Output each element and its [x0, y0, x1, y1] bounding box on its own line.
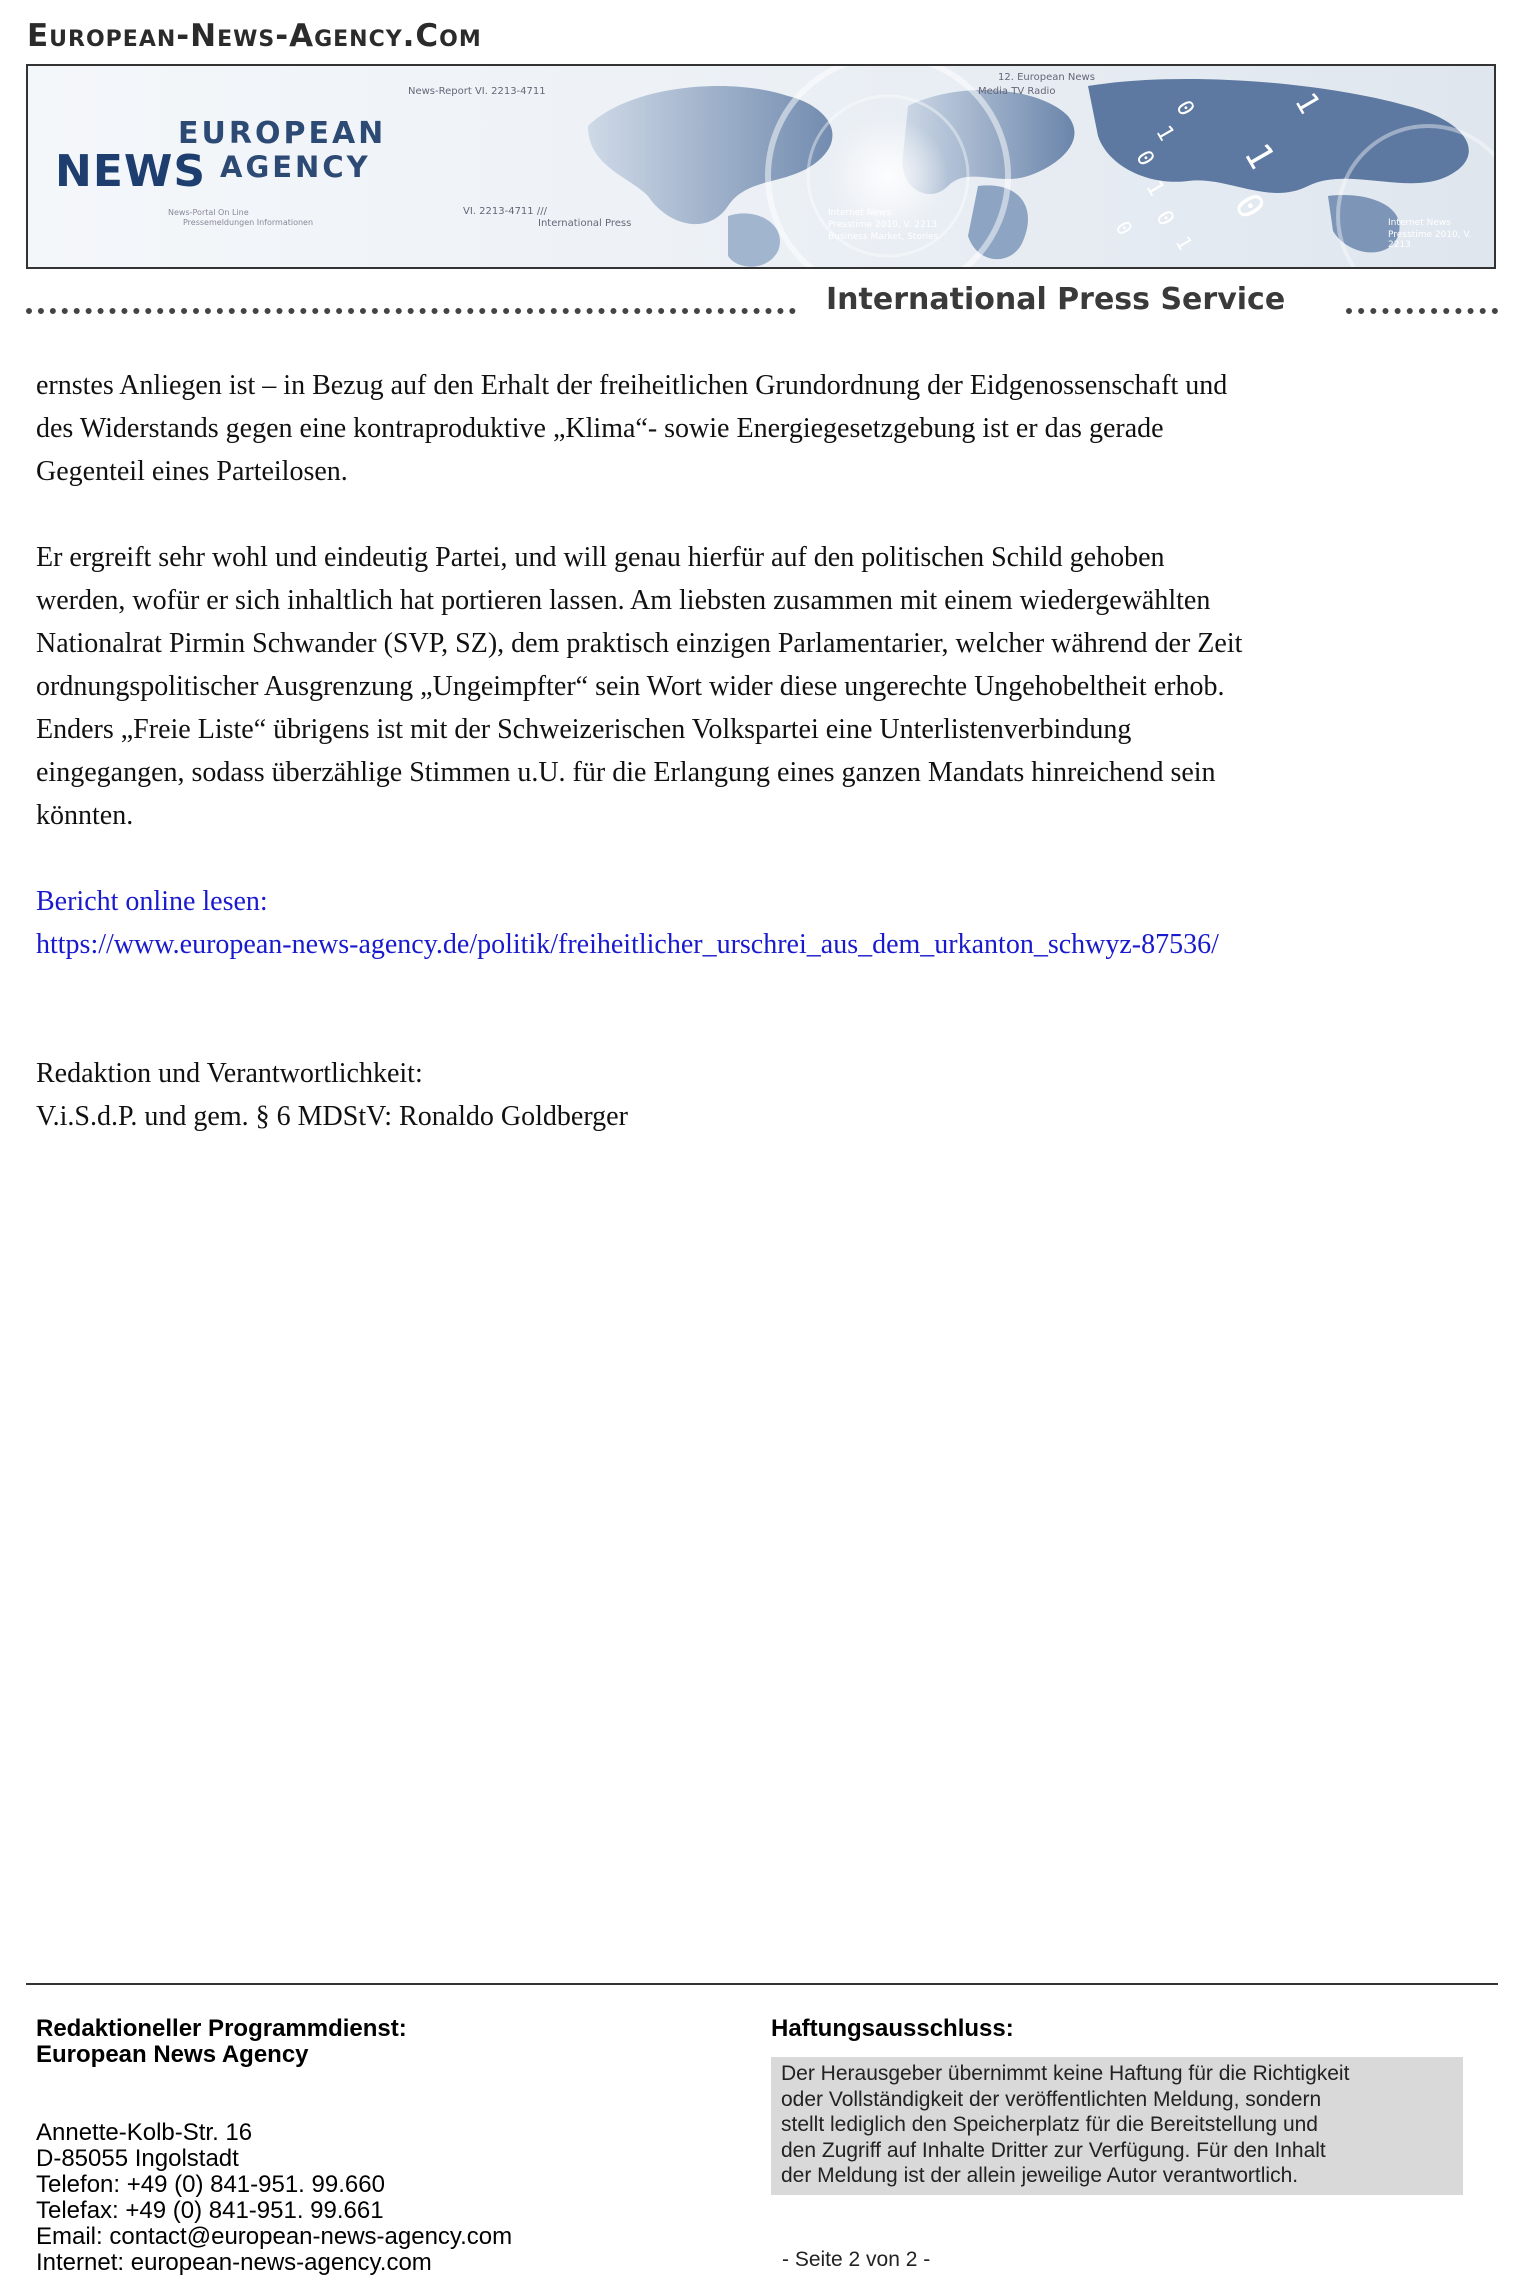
article-body	[36, 364, 1486, 1138]
paragraph-line: Enders „Freie Liste“ übrigens ist mit der Schweizerischen Volkspartei eine Unterlistenverbindung	[36, 714, 1132, 745]
report-link-block	[36, 880, 1486, 966]
binary-digit: 1	[1287, 86, 1327, 121]
paragraph-line: Er ergreift sehr wohl und eindeutig Partei, und will genau hierfür auf den politischen Schild gehoben	[36, 542, 1165, 573]
banner-label: 12. European News	[998, 72, 1095, 83]
paragraph-line: des Widerstands gegen eine kontraproduktive „Klima“- sowie Energiegesetzgebung ist er das gerade	[36, 413, 1164, 444]
page-indicator: - Seite 2 von 2 -	[782, 2248, 931, 2271]
banner-label: News-Portal On Line	[168, 208, 249, 217]
responsibility-text: V.i.S.d.P. und gem. § 6 MDStV: Ronaldo Goldberger	[36, 1101, 628, 1132]
article-paragraph	[36, 364, 1486, 493]
brand-word-agency: AGENCY	[220, 150, 371, 184]
footer-contact	[36, 2016, 512, 2276]
binary-digit: 0	[1130, 146, 1159, 171]
banner-label: Pressemeldungen Informationen	[183, 218, 314, 227]
service-name: European News Agency	[36, 2041, 309, 2068]
service-title: Redaktioneller Programmdienst:	[36, 2015, 407, 2042]
paragraph-line: könnten.	[36, 800, 134, 831]
binary-digit: 1	[1170, 231, 1198, 255]
binary-digit: 0	[1170, 96, 1199, 121]
address-line: D-85055 Ingolstadt	[36, 2145, 239, 2172]
site-name: European-News-Agency.Com	[27, 18, 482, 54]
internet-line: Internet: european-news-agency.com	[36, 2249, 432, 2276]
report-link-label: Bericht online lesen:	[36, 886, 268, 917]
banner-label: News-Report VI. 2213-4711	[408, 86, 546, 97]
address-line: Annette-Kolb-Str. 16	[36, 2119, 253, 2146]
dotted-divider-right	[1346, 308, 1498, 314]
banner-label: Business Market, Stories	[828, 232, 939, 242]
brand-word-european: EUROPEAN	[178, 116, 387, 151]
banner-label: Internet News	[828, 208, 891, 218]
paragraph-line: ordnungspolitischer Ausgrenzung „Ungeimpfter“ sein Wort wider diese ungerechte Ungehobeltheit erhob.	[36, 671, 1225, 702]
banner-label: VI. 2213-4711 ///	[463, 206, 547, 217]
responsibility-block	[36, 1052, 1486, 1138]
banner-label: International Press	[538, 218, 632, 229]
banner-label: Media TV Radio	[978, 86, 1056, 97]
disclaimer-title: Haftungsausschluss:	[771, 2015, 1014, 2042]
banner-label: Presstime 2010, V. 2213	[828, 220, 938, 230]
press-service-row	[26, 282, 1498, 322]
email-line: Email: contact@european-news-agency.com	[36, 2223, 513, 2250]
fax-line: Telefax: +49 (0) 841-951. 99.661	[36, 2197, 384, 2224]
disclaimer-box	[771, 2057, 1463, 2195]
footer-disclaimer	[771, 2016, 1463, 2195]
disclaimer-line: stellt lediglich den Speicherplatz für die Bereitstellung und	[781, 2113, 1318, 2136]
disclaimer-line: oder Vollständigkeit der veröffentlichten Meldung, sondern	[781, 2087, 1322, 2111]
header-banner	[26, 64, 1496, 269]
footer-divider	[26, 1983, 1498, 1985]
binary-digit: 1	[1150, 121, 1179, 146]
paragraph-line: Nationalrat Pirmin Schwander (SVP, SZ), dem praktisch einzigen Parlamentarier, welcher während der Zeit	[36, 628, 1243, 659]
press-service-label: International Press Service	[826, 282, 1286, 317]
phone-line: Telefon: +49 (0) 841-951. 99.660	[36, 2171, 385, 2198]
binary-digit: 0	[1110, 216, 1138, 240]
report-link[interactable]: https://www.european-news-agency.de/politik/freiheitlicher_urschrei_aus_dem_urkanton_schwyz-87536/	[36, 929, 1219, 960]
disclaimer-line: der Meldung ist der allein jeweilige Autor verantwortlich.	[781, 2164, 1299, 2187]
disclaimer-line: Der Herausgeber übernimmt keine Haftung für die Richtigkeit	[781, 2062, 1350, 2085]
paragraph-line: werden, wofür er sich inhaltlich hat portieren lassen. Am liebsten zusammen mit einem wiedergewählten	[36, 585, 1211, 616]
banner-label: Presstime 2010, V. 2213	[1388, 230, 1472, 250]
binary-digit: 0	[1225, 186, 1273, 227]
article-paragraph	[36, 536, 1486, 837]
binary-digit: 1	[1235, 136, 1283, 177]
brand-word-news: NEWS	[55, 146, 207, 197]
paragraph-line: Gegenteil eines Parteilosen.	[36, 456, 348, 487]
disclaimer-line: den Zugriff auf Inhalte Dritter zur Verfügung. Für den Inhalt	[781, 2138, 1326, 2162]
responsibility-title: Redaktion und Verantwortlichkeit:	[36, 1058, 423, 1089]
binary-digit: 0	[1150, 206, 1179, 231]
binary-digit: 1	[1140, 176, 1169, 201]
paragraph-line: ernstes Anliegen ist – in Bezug auf den Erhalt der freiheitlichen Grundordnung der Eidgenossenschaft und	[36, 370, 1228, 401]
paragraph-line: eingegangen, sodass überzählige Stimmen u.U. für die Erlangung eines ganzen Mandats hinreichend sein	[36, 757, 1216, 788]
banner-label: Internet News	[1388, 218, 1451, 228]
dotted-divider-left	[26, 308, 796, 314]
